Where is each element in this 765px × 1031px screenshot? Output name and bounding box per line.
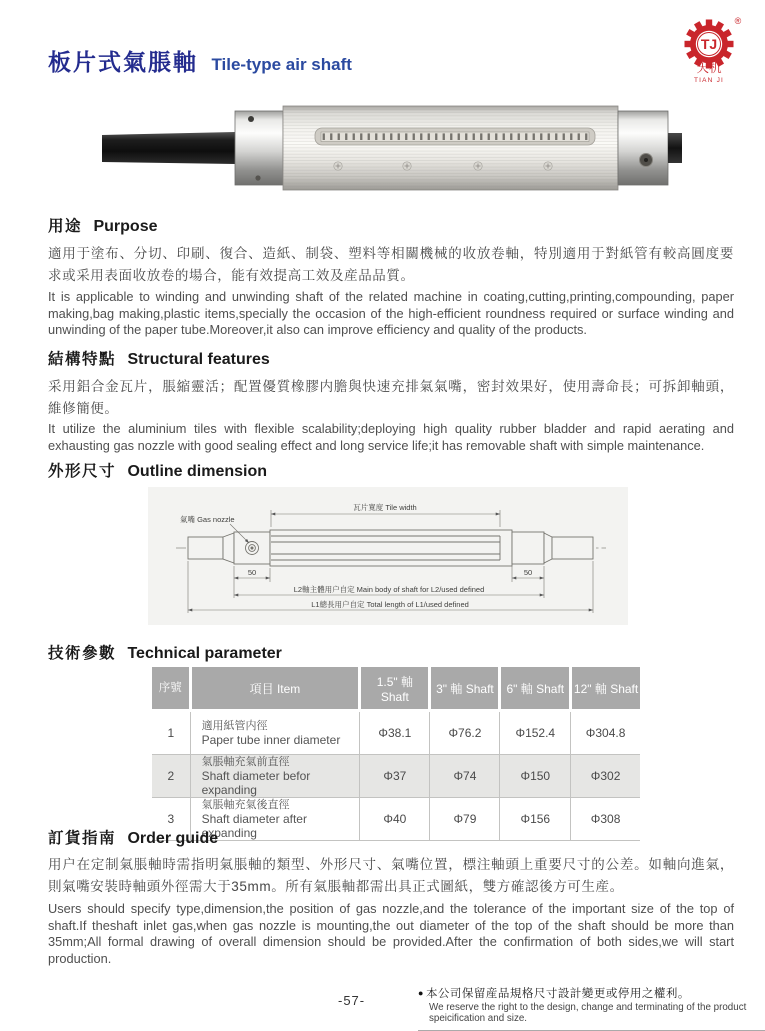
footer-note-en: We reserve the right to the design, change and terminating of the product speicification and size. [429,1002,747,1024]
row-value: Φ79 [430,798,500,841]
shaft-nub-right [668,133,682,163]
heading-structural-zh: 結構特點 [48,351,117,368]
row-value: Φ302 [571,755,640,798]
logo-monogram: TJ [700,36,718,52]
drawing-journal-right [552,537,593,559]
outline-drawing-panel [148,487,628,625]
row-no: 3 [152,798,190,841]
col-header-item: 項目 Item [190,667,360,711]
row-item [190,755,360,798]
order-body-zh: 用户在定制氣脹軸時需指明氣脹軸的類型、外形尺寸、氣嘴位置，標注軸頭上重要尺寸的公差。如軸向進氣，則氣嘴安裝時軸頭外徑需大于35mm。所有氣脹軸都需出具正式圖紙，雙方確認後方可生産。 [48,857,734,894]
shaft-collar-right [618,111,668,185]
heading-technical-en: Technical parameter [127,645,282,662]
heading-outline-en: Outline dimension [127,463,268,480]
footer-note-zh-line [418,985,765,1001]
section-heading-purpose [48,214,157,236]
heading-outline-zh: 外形尺寸 [48,463,117,480]
col-header-shaft-3: 3" 軸 Shaft [430,667,500,711]
page-title [48,44,352,77]
bullet-icon: ● [418,988,424,998]
footer-note-zh: 本公司保留産品規格尺寸設計變更或停用之權利。 [425,988,690,1000]
row-item-zh: 氣脹軸充氣前直徑 [201,756,290,768]
row-value: Φ74 [430,755,500,798]
section-heading-structural [48,347,270,369]
col-header-shaft-1_5: 1.5" 軸 Shaft [360,667,430,711]
heading-structural-en: Structural features [127,351,270,368]
row-value: Φ40 [360,798,430,841]
page-number: -57- [338,993,366,1008]
order-body-en: Users should specify type,dimension,the position of gas nozzle,and the tolerance of the important size of the top of shaft.If theshaft inlet gas,when gas nozzle is mounting,the out diameter of the top of the shaft should be more than 35mm;All formal drawing of overall dimension should be provided.After the confirmation of both sides,we will start production. [48,901,734,966]
table-header-row [152,667,640,711]
heading-order-en: Order guide [127,830,219,847]
section-heading-order [48,826,218,848]
col-header-shaft-6: 6" 軸 Shaft [500,667,571,711]
table-row [152,711,640,755]
heading-technical-zh: 技術參數 [48,645,117,662]
dim-50-right: 50 [523,568,533,577]
row-value: Φ150 [500,755,571,798]
table-row [152,755,640,798]
shaft-journal-left [102,132,235,164]
col-header-no: 序號 [152,667,190,711]
row-item-en: Paper tube inner diameter [201,733,341,747]
tile-width-label: 瓦片寬度 Tile width [353,503,417,512]
technical-parameter-table [152,667,640,841]
logo-name-zh: 天机 [696,61,722,75]
drawing-head-right [512,532,544,564]
row-value: Φ37 [360,755,430,798]
heading-purpose-zh: 用途 [48,218,83,235]
heading-purpose-en: Purpose [93,218,158,235]
dim-50-left: 50 [247,568,257,577]
row-item-zh: 適用紙管内徑 [201,720,268,732]
row-item [190,711,360,755]
heading-order-zh: 訂貨指南 [48,830,117,847]
logo-name-en: TIAN JI [693,77,725,84]
purpose-body-zh: 適用于塗布、分切、印刷、復合、造紙、制袋、塑料等相關機械的收放卷軸，特別適用于對紙管有較高圓度要求或采用表面收放卷的場合，能有效提高工效及産品品質。 [48,246,734,283]
gas-nozzle-label: 氣嘴 Gas nozzle [180,515,235,524]
drawing-body [270,530,512,566]
row-value: Φ304.8 [571,711,640,755]
footer-note [418,985,765,1031]
outline-drawing [148,487,628,625]
purpose-body-en: It is applicable to winding and unwinding shaft of the related machine in coating,cutting,printing,compounding, paper making,bag making,plastic items,specially the occasion of the high-efficient roundness required or surface winding and unwinding of the paper tube.Moreover,it also can improve efficiency and quality of the products. [48,289,734,337]
row-item-en: Shaft diameter after expanding [201,812,307,840]
dim-l1-label: L1總長用户自定 Total length of L1/used defined [311,600,469,609]
row-value: Φ152.4 [500,711,571,755]
row-value: Φ308 [571,798,640,841]
structural-body-zh: 采用鋁合金瓦片，脹縮靈活；配置優質橡膠内膽與快速充排氣氣嘴，密封效果好，使用壽命長；可拆卸軸頭，維修簡便。 [48,379,734,416]
tianji-gear-logo [674,13,748,89]
structural-body-en: It utilize the aluminium tiles with flexible scalability;deploying high quality rubber bladder and rapid aerating and exhausting gas nozzle with good sealing effect and long service life;it has removable shaft with simple maintenance. [48,421,734,453]
table-row [152,798,640,841]
page-title-zh: 板片式氣脹軸 [48,49,198,75]
row-item-en: Shaft diameter befor expanding [201,769,311,797]
shaft-collar-left [235,111,283,185]
row-value: Φ38.1 [360,711,430,755]
page-title-en: Tile-type air shaft [211,55,352,74]
dim-l2-label: L2軸主體用户自定 Main body of shaft for L2/used defined [293,585,485,594]
row-value: Φ156 [500,798,571,841]
section-heading-technical [48,641,282,663]
section-heading-outline [48,459,267,481]
row-value: Φ76.2 [430,711,500,755]
row-no: 2 [152,755,190,798]
row-item-zh: 氣脹軸充氣後直徑 [201,799,290,811]
drawing-journal-left [188,537,223,559]
registered-mark: ® [734,16,742,26]
row-no: 1 [152,711,190,755]
product-photo [95,102,685,194]
col-header-shaft-12: 12" 軸 Shaft [571,667,640,711]
